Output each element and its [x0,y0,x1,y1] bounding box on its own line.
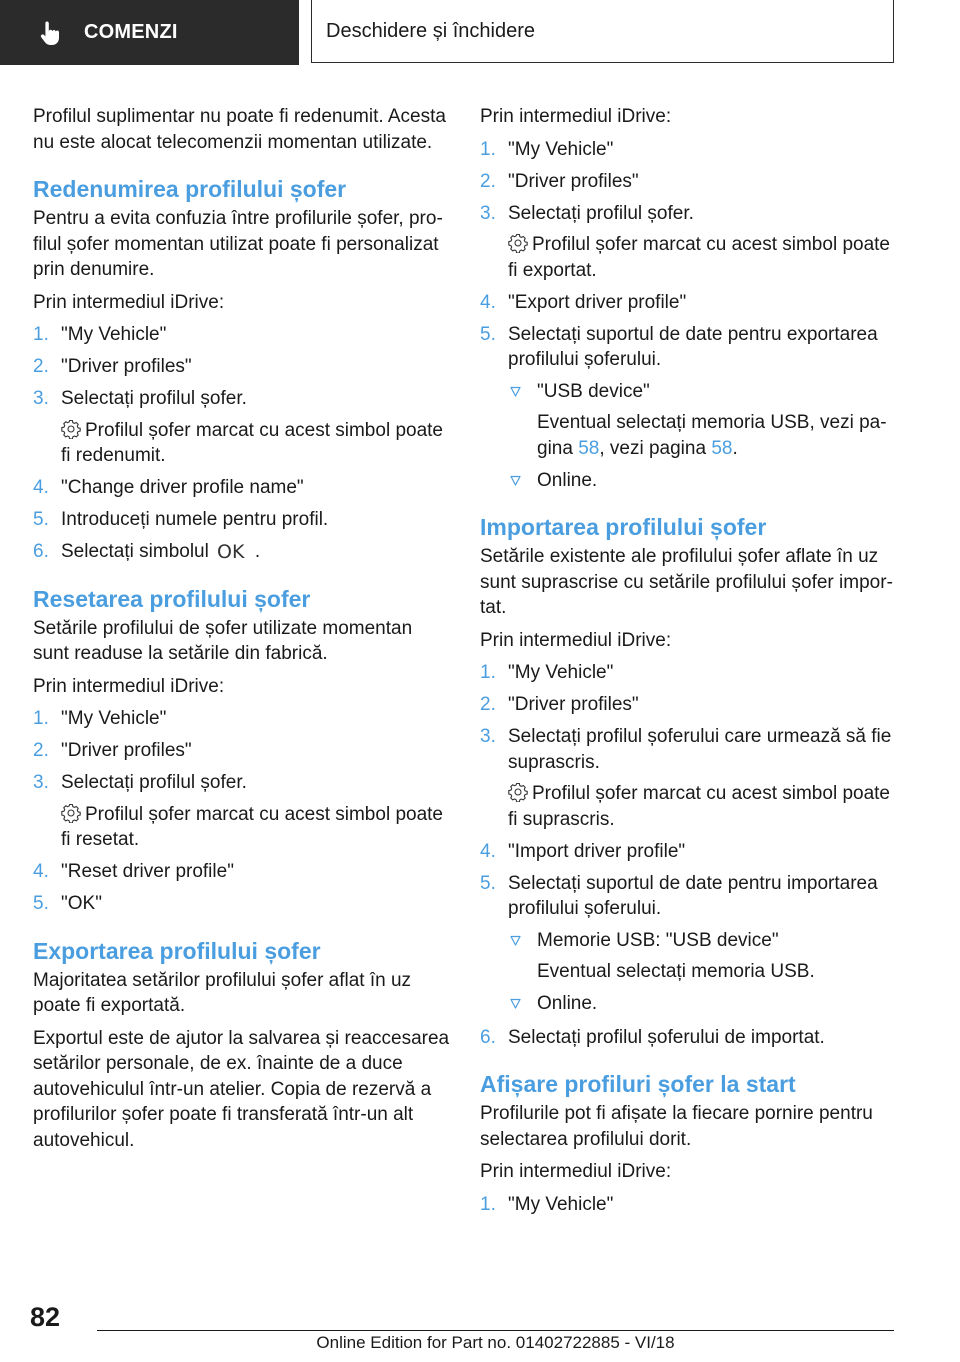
reset-heading: Resetarea profilului șofer [33,585,311,612]
note-text: Profilul șofer marcat cu acest simbol poate fi redenumit. [61,419,443,466]
step-number: 1. [480,662,496,683]
step-text: "Change driver profile name" [61,477,304,498]
startup-text: Profilurile pot fi afișate la fiecare pornire pentru selectarea profilului dorit. [480,1103,873,1150]
step-text: Selectați suportul de date pentru exportarea profilului șoferului. [508,323,878,370]
import-heading: Importarea profilului șofer [480,514,767,540]
list-item [480,692,898,718]
list-item [33,706,451,732]
option-text: Memorie USB: "USB device" [537,929,779,951]
note-text: Profilul șofer marcat cu acest simbol poate fi resetat. [61,803,443,850]
step-text: "Reset driver profile" [61,861,234,882]
step-number: 3. [480,726,496,747]
section-tab[interactable] [0,0,299,65]
rename-heading: Redenumirea profilului șofer [33,176,347,202]
export-heading: Exportarea profilului șofer [33,937,321,964]
step-number: 2. [480,694,496,715]
ok-symbol-icon [215,540,249,562]
step-note [61,802,451,853]
section-label: COMENZI [84,21,178,43]
step-text: Selectați profilul șofer. [61,388,247,409]
export-steps [480,137,898,494]
list-item [508,468,898,494]
import-steps [480,660,898,1050]
startup-via: Prin intermediul iDrive: [480,1161,672,1182]
list-item [33,386,451,469]
note-text: Eventual selectați memoria USB, vezi pagina [537,412,887,459]
list-item [508,379,898,462]
list-item [33,539,451,565]
step-number: 5. [33,893,49,914]
gear-icon [508,233,528,253]
step-text: "Export driver profile" [508,291,687,313]
startup-steps [480,1192,898,1218]
footer-divider [97,1330,894,1331]
gear-icon [61,803,81,823]
rename-steps [33,322,451,565]
step-text: Selectați profilul șofer. [508,202,694,224]
option-text: "USB device" [537,380,650,402]
step-note [508,781,898,832]
step-number: 3. [33,772,49,793]
export-text-2: Exportul este de ajutor la salvarea și reaccesarea setărilor personale, de ex. înainte de a duce autovehiculul într-un atelier. Copia de rezervă a profilurilor șofer poate fi transferată într-un alt autovehicul. [33,1027,450,1151]
step-number: 4. [33,477,49,498]
triangle-bullet-icon [510,386,521,397]
step-text: "My Vehicle" [61,324,167,345]
step-text: Selectați suportul de date pentru importarea profilului șoferului. [508,872,878,919]
list-item [480,871,898,1017]
import-options [508,928,898,1017]
page-link[interactable]: 58 [578,437,600,459]
rename-text: Pentru a evita confuzia între profilurile șofer, profilul șofer momentan utilizat poate fi personalizat prin denumire. [33,208,443,280]
reset-via: Prin intermediul iDrive: [33,675,225,697]
ok-symbol-text: OK [216,541,245,562]
step-text: "My Vehicle" [508,138,614,160]
step-text: Selectați profilul șoferului care urmează să fie suprascris. [508,726,892,773]
step-number: 4. [480,291,496,313]
step-text: "Driver profiles" [508,694,639,715]
list-item [33,507,451,533]
step-punct: . [254,541,261,562]
triangle-bullet-icon [510,475,521,486]
step-text: Selectați simbolul [61,541,209,562]
list-item [480,322,898,494]
gear-icon [61,419,81,439]
step-note [61,418,451,469]
reset-steps [33,706,451,917]
step-text: "OK" [61,893,102,914]
step-note [508,232,898,283]
list-item [480,839,898,865]
page-number: 82 [30,1302,61,1332]
reset-text: Setările profilului de șofer utilizate momentan sunt readuse la setările din fabrică. [33,617,413,664]
step-number: 5. [480,872,496,894]
step-text: Selectați profilul șofer. [61,772,247,793]
note-text: , vezi pagina [599,437,712,459]
step-number: 2. [480,170,496,192]
list-item [480,137,898,163]
list-item [480,169,898,195]
intro-paragraph: Profilul suplimentar nu poate fi redenumit. Acesta nu este alocat telecomenzii momentan utilizate. [33,106,446,153]
step-text: "My Vehicle" [61,708,167,729]
right-column [480,104,898,1225]
option-note: Eventual selectați memoria USB. [537,961,815,982]
rename-via: Prin intermediul iDrive: [33,291,225,313]
list-item [508,928,898,985]
triangle-bullet-icon [510,935,521,946]
step-number: 2. [33,356,49,377]
triangle-bullet-icon [510,998,521,1009]
step-number: 5. [33,509,49,530]
list-item [480,724,898,832]
list-item [480,201,898,284]
option-text: Online. [537,469,598,491]
note-text: Profilul șofer marcat cu acest simbol poate fi exportat. [508,234,890,281]
option-note [537,410,898,461]
step-number: 1. [33,324,49,345]
step-number: 1. [480,138,496,160]
list-item [480,660,898,686]
pointing-hand-icon [40,20,64,46]
list-item [33,738,451,764]
step-number: 4. [480,840,496,862]
list-item [33,770,451,853]
list-item [33,859,451,885]
step-number: 4. [33,861,49,882]
footer-edition: Online Edition for Part no. 01402722885 - VI/18 [316,1333,675,1352]
list-item [33,475,451,501]
step-number: 1. [480,1193,496,1215]
list-item [33,891,451,917]
chapter-tab[interactable] [311,0,894,63]
step-number: 3. [33,388,49,409]
gear-icon [508,782,528,802]
list-item [33,354,451,380]
step-text: Introduceți numele pentru profil. [61,509,329,530]
step-number: 5. [480,323,496,345]
export-via: Prin intermediul iDrive: [480,106,672,127]
list-item [33,322,451,348]
note-text: Profilul șofer marcat cu acest simbol poate fi suprascris. [508,783,890,830]
step-text: "Driver profiles" [61,356,192,377]
export-options [508,379,898,494]
list-item [508,991,898,1017]
step-text: "My Vehicle" [508,662,614,683]
export-text-1: Majoritatea setărilor profilului șofer aflat în uz poate fi exportată. [33,969,412,1016]
step-number: 3. [480,202,496,224]
note-text: . [732,437,738,459]
chapter-title: Deschidere și închidere [326,19,535,42]
step-number: 6. [480,1026,496,1048]
step-text: Selectați profilul șoferului de importat. [508,1026,825,1048]
step-number: 6. [33,541,49,562]
step-text: "Driver profiles" [508,170,639,192]
left-column [33,104,451,1160]
step-number: 2. [33,740,49,761]
step-text: "My Vehicle" [508,1193,614,1215]
step-text: "Driver profiles" [61,740,192,761]
import-text: Setările existente ale profilului șofer aflate în uz sunt suprascrise cu setările profilului șofer importat. [480,546,893,618]
page-link[interactable]: 58 [711,437,733,459]
import-via: Prin intermediul iDrive: [480,629,672,651]
startup-heading: Afișare profiluri șofer la start [480,1071,796,1097]
step-text: "Import driver profile" [508,840,686,862]
option-text: Online. [537,993,598,1014]
list-item [480,1192,898,1218]
step-number: 1. [33,708,49,729]
list-item [480,1025,898,1051]
list-item [480,290,898,316]
